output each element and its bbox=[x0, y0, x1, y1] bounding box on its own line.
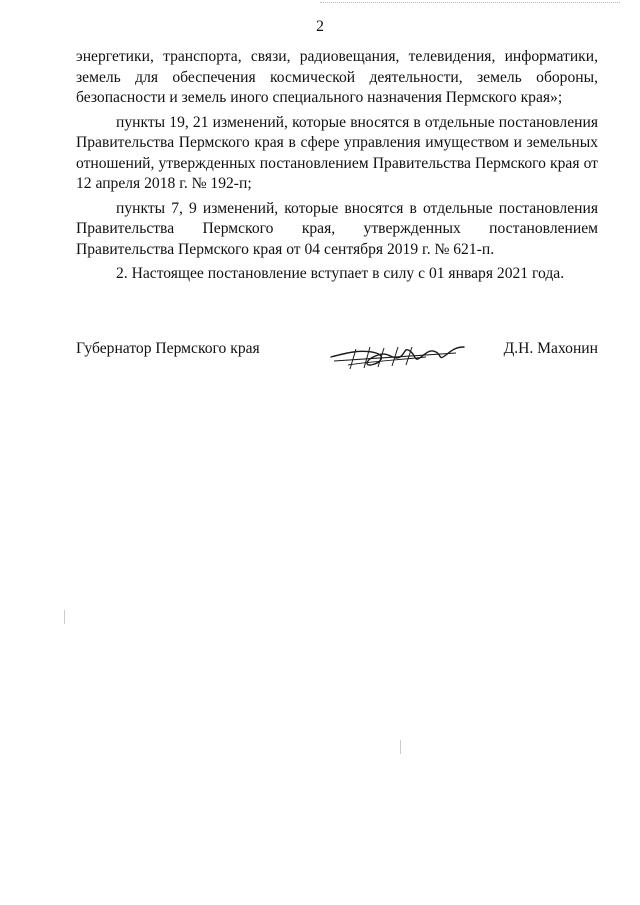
paragraph-points-7-9: пункты 7, 9 изменений, которые вносятся в отдельные постановления Правительства Пермского края, утвержденных постановлением Правительства Пермского края от 04 сентября 2019 г. № 621-п. bbox=[76, 199, 598, 258]
scan-artifact bbox=[400, 740, 401, 754]
signer-title: Губернатор Пермского края bbox=[76, 340, 260, 357]
handwritten-signature bbox=[326, 335, 466, 375]
page-number: 2 bbox=[316, 18, 324, 35]
signer-name: Д.Н. Махонин bbox=[503, 340, 598, 357]
scan-edge-mark bbox=[320, 2, 620, 3]
paragraph-effective-date: 2. Настоящее постановление вступает в силу с 01 января 2021 года. bbox=[116, 265, 565, 282]
scan-artifact bbox=[64, 610, 65, 624]
paragraph-points-19-21: пункты 19, 21 изменений, которые вносятся в отдельные постановления Правительства Пермского края в сфере управления имуществом и земельных отношений, утвержденных постановлением Правительства Пермского края от 12 апреля 2018 г. № 192-п; bbox=[76, 113, 598, 192]
document-body bbox=[76, 47, 598, 289]
paragraph-continuation: энергетики, транспорта, связи, радиовещания, телевидения, информатики, земель для обеспечения космической деятельности, земель обороны, безопасности и земель иного специального назначения Пермского края»; bbox=[76, 48, 598, 106]
signature-block bbox=[76, 335, 598, 375]
